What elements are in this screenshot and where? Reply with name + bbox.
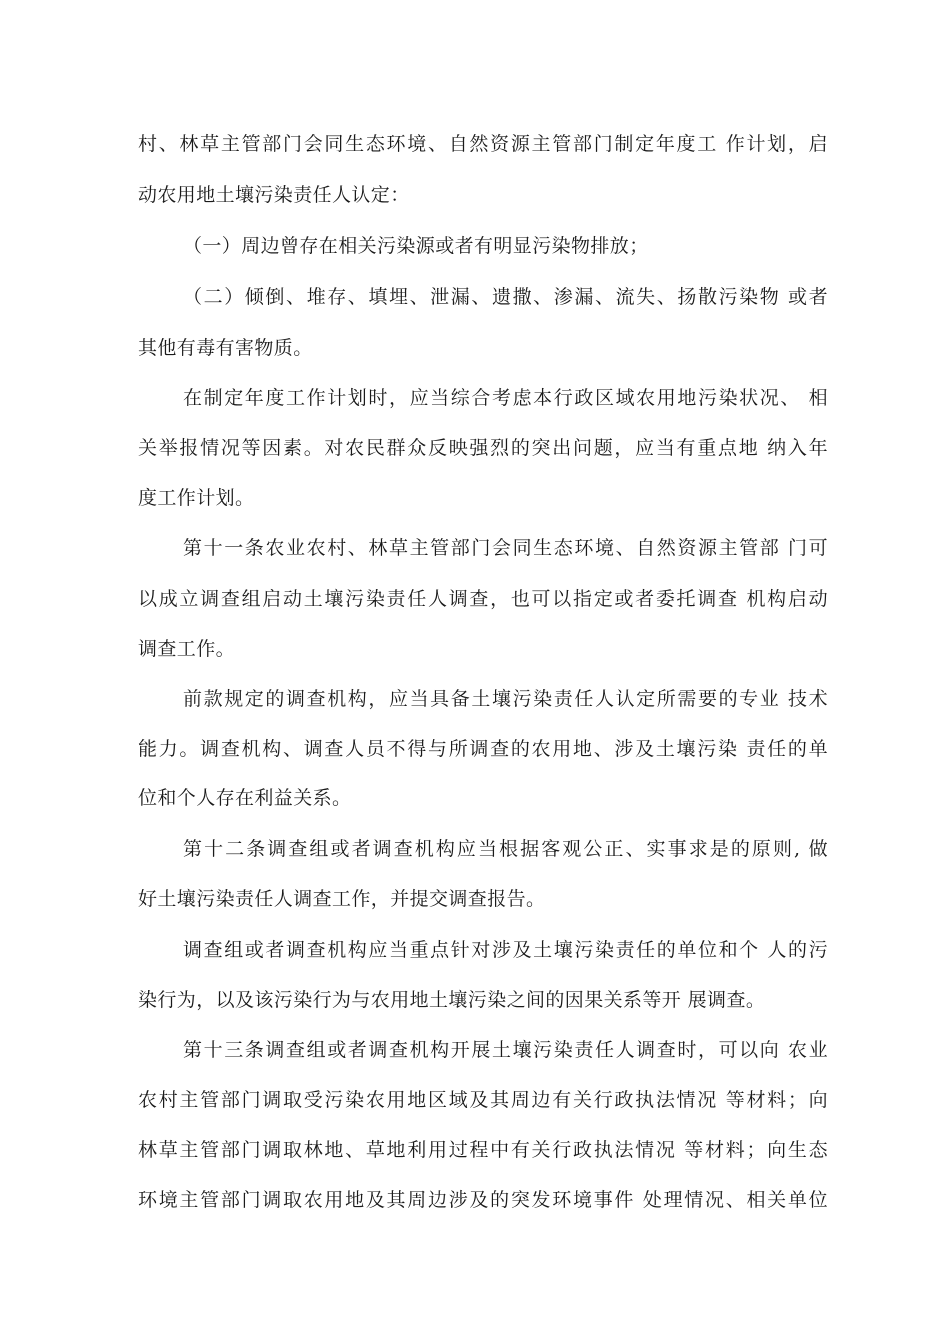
text-line: 调查组或者调查机构应当重点针对涉及土壤污染责任的单位和个 人的污 <box>183 939 828 961</box>
text-line: 关举报情况等因素。对农民群众反映强烈的突出问题，应当有重点地 纳入年 <box>138 437 828 459</box>
text-line: 其他有毒有害物质。 <box>138 337 313 359</box>
text-line: 农村主管部门调取受污染农用地区域及其周边有关行政执法情况 等材料；向 <box>138 1089 828 1111</box>
text-line: 第十二条调查组或者调查机构应当根据客观公正、实事求是的原则, 做 <box>183 838 828 860</box>
text-line: 染行为，以及该污染行为与农用地土壤污染之间的因果关系等开 展调查。 <box>138 989 766 1011</box>
text-line: （一）周边曾存在相关污染源或者有明显污染物排放； <box>183 235 649 257</box>
text-line: 以成立调查组启动土壤污染责任人调查，也可以指定或者委托调查 机构启动 <box>138 588 828 610</box>
text-line: 前款规定的调查机构，应当具备土壤污染责任人认定所需要的专业 技术 <box>183 688 828 710</box>
text-line: 在制定年度工作计划时，应当综合考虑本行政区域农用地污染状况、 相 <box>183 387 828 409</box>
text-line: 第十一条农业农村、林草主管部门会同生态环境、自然资源主管部 门可 <box>183 537 828 559</box>
text-line: 环境主管部门调取农用地及其周边涉及的突发环境事件 处理情况、相关单位 <box>138 1189 828 1211</box>
text-line: 能力。调查机构、调查人员不得与所调查的农用地、涉及土壤污染 责任的单 <box>138 738 828 760</box>
text-line: 村、林草主管部门会同生态环境、自然资源主管部门制定年度工 作计划，启 <box>138 133 828 155</box>
text-line: （二）倾倒、堆存、填埋、泄漏、遗撒、渗漏、流失、扬散污染物 或者 <box>183 286 828 308</box>
text-line: 好土壤污染责任人调查工作，并提交调查报告。 <box>138 888 546 910</box>
text-line: 林草主管部门调取林地、草地利用过程中有关行政执法情况 等材料；向生态 <box>138 1139 828 1161</box>
text-line: 位和个人存在利益关系。 <box>138 787 352 809</box>
text-line: 调查工作。 <box>138 638 236 660</box>
text-line: 动农用地土壤污染责任人认定： <box>138 184 410 206</box>
text-line: 度工作计划。 <box>138 487 255 509</box>
text-line: 第十三条调查组或者调查机构开展土壤污染责任人调查时，可以向 农业 <box>183 1039 828 1061</box>
